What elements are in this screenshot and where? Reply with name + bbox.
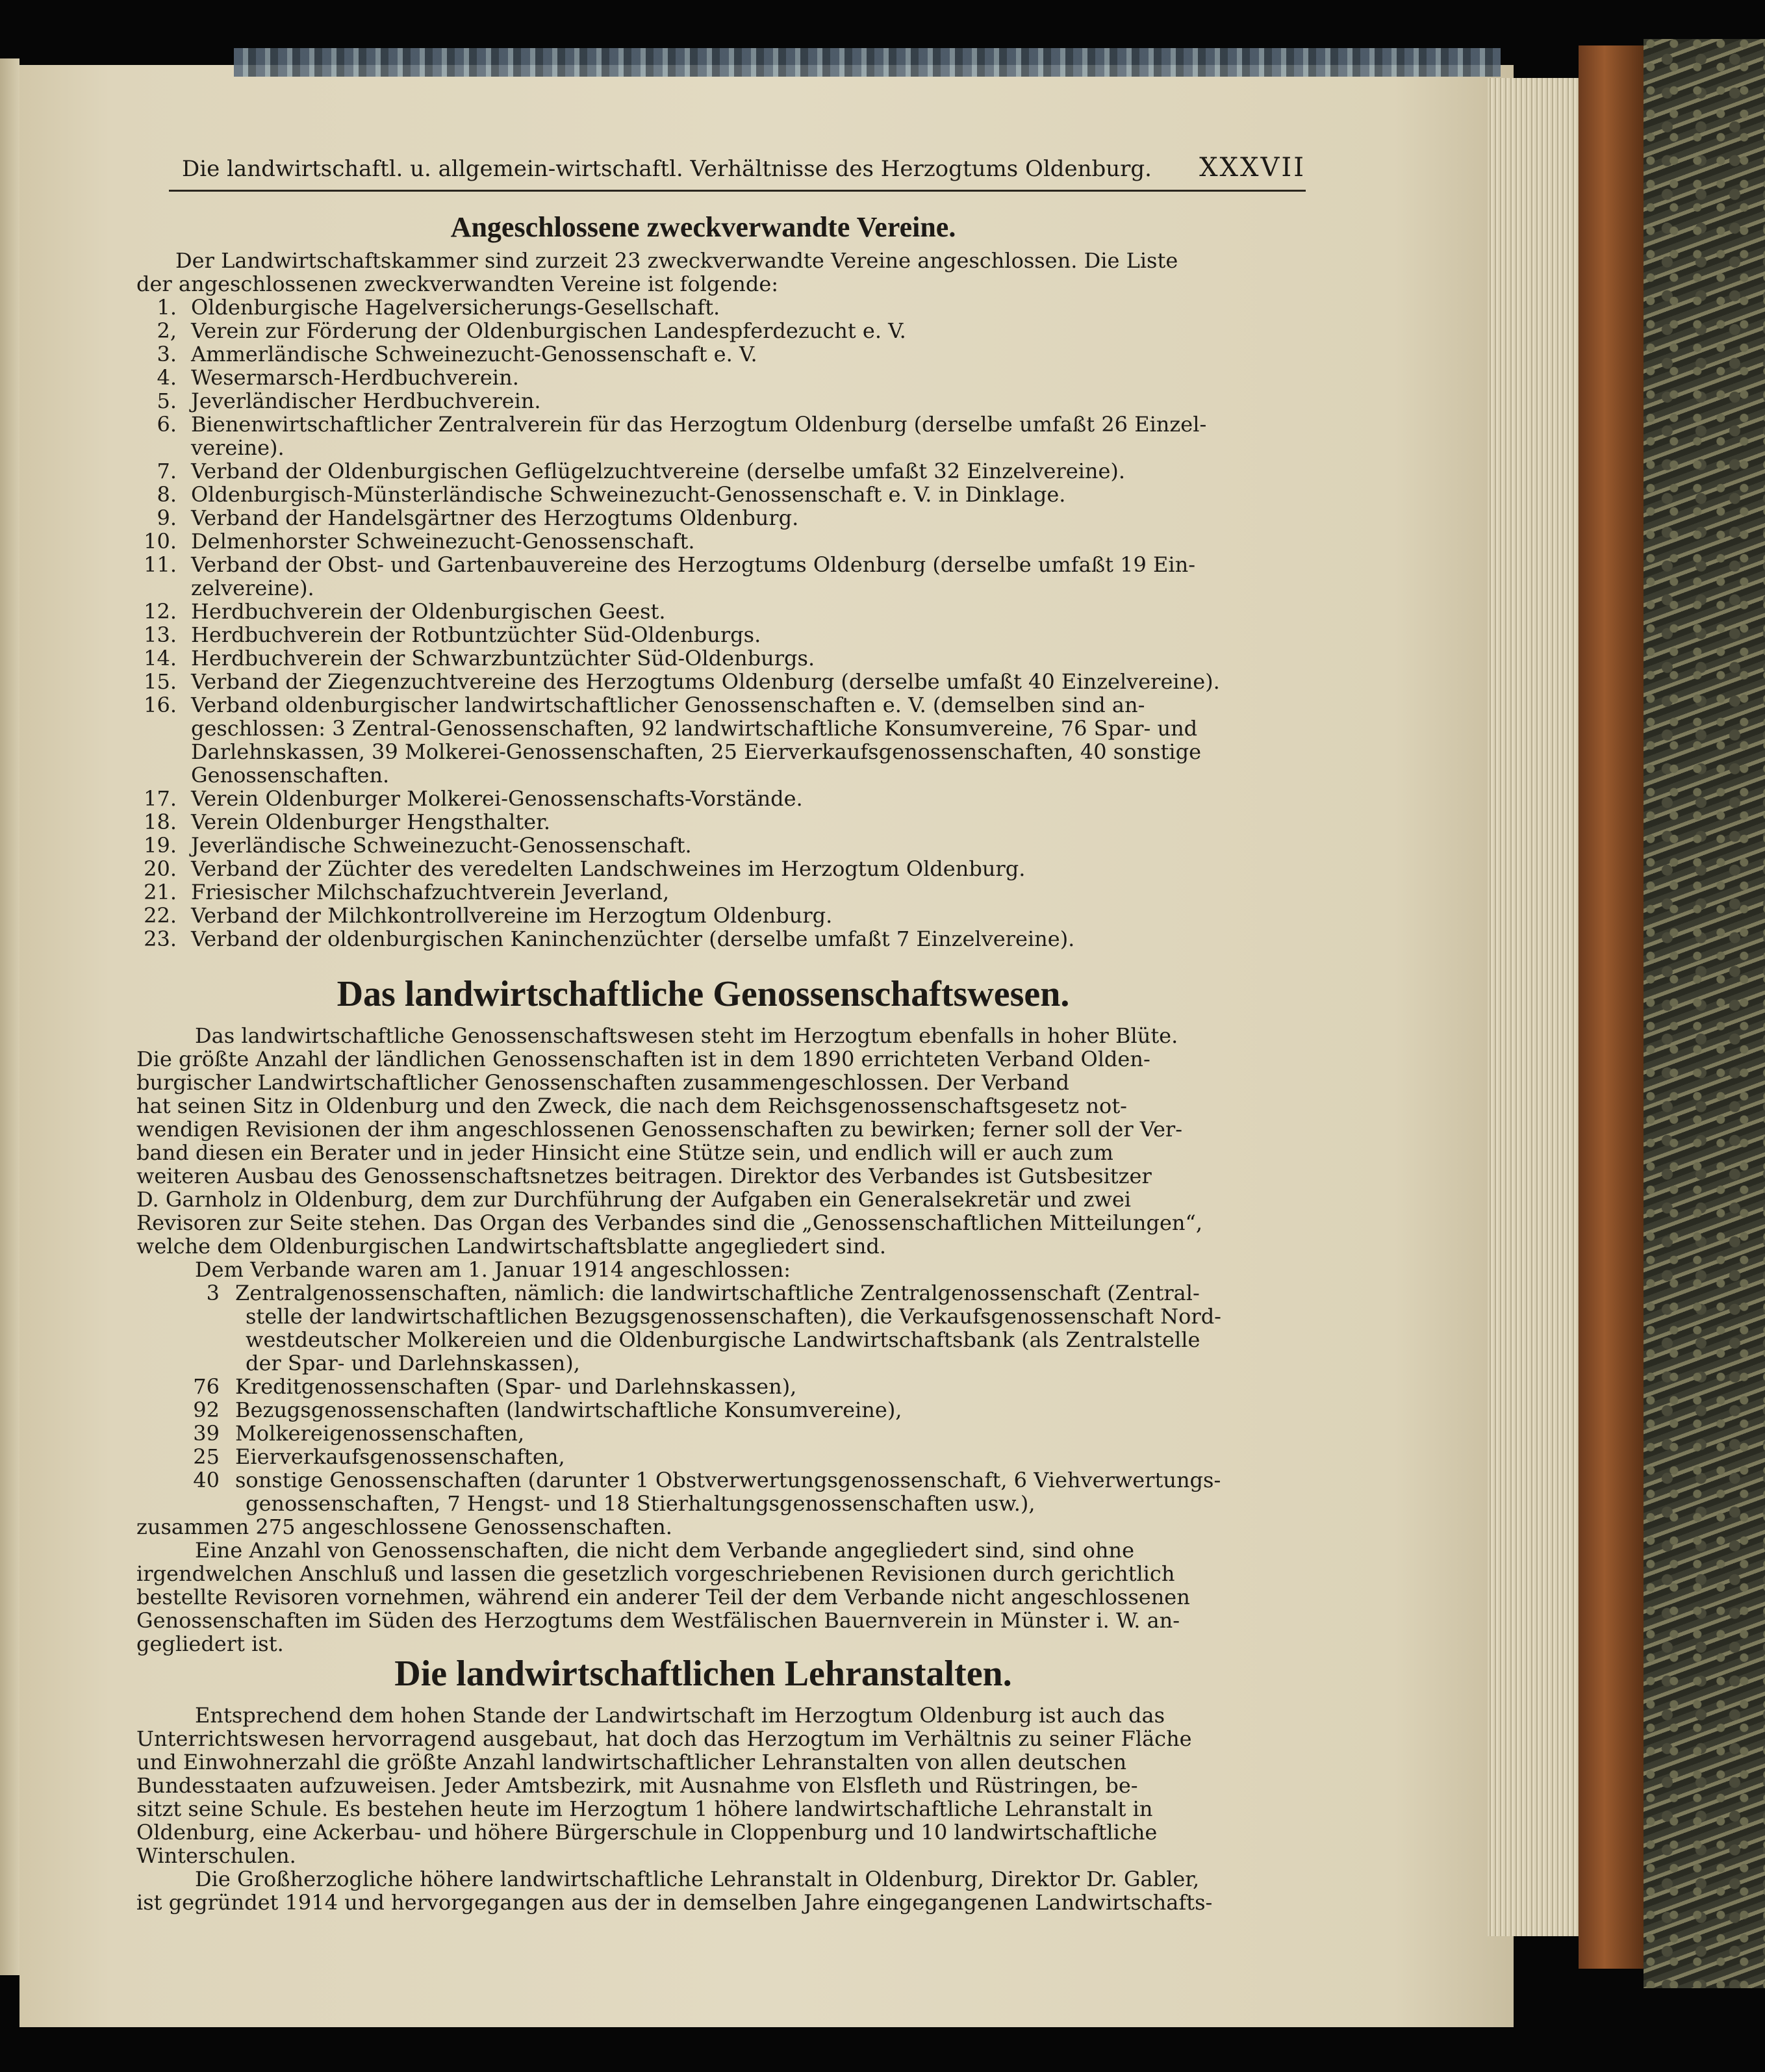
text-line: und Einwohnerzahl die größte Anzahl landwirtschaftlicher Lehranstalten von allen deutschen bbox=[136, 1750, 1127, 1774]
text-line: wendigen Revisionen der ihm angeschlossenen Genossenschaften zu bewirken; ferner soll der Ver- bbox=[136, 1117, 1182, 1142]
list-item: 16. Verband oldenburgischer landwirtschaftlicher Genossenschaften e. V. (demselben sind an- bbox=[144, 693, 1145, 717]
text-line: Die Großherzogliche höhere landwirtschaftliche Lehranstalt in Oldenburg, Direktor Dr. Gabler, bbox=[195, 1867, 1200, 1891]
list-item: 15. Verband der Ziegenzuchtvereine des Herzogtums Oldenburg (derselbe umfaßt 40 Einzelvereine). bbox=[144, 669, 1220, 694]
count-item: 76 Kreditgenossenschaften (Spar- und Darlehnskassen), bbox=[193, 1374, 797, 1399]
text-line: sitzt seine Schule. Es bestehen heute im Herzogtum 1 höhere landwirtschaftliche Lehranstalt in bbox=[136, 1797, 1153, 1821]
text-line: D. Garnholz in Oldenburg, dem zur Durchführung der Aufgaben ein Generalsekretär und zwei bbox=[136, 1187, 1131, 1212]
text-line: Bundesstaaten aufzuweisen. Jeder Amtsbezirk, mit Ausnahme von Elsfleth und Rüstringen, be- bbox=[136, 1773, 1138, 1798]
running-title: Die landwirtschaftl. u. allgemein-wirtschaftl. Verhältnisse des Herzogtums Oldenburg. bbox=[182, 156, 1152, 182]
list-item: 2, Verein zur Förderung der Oldenburgischen Landespferdezucht e. V. bbox=[157, 318, 906, 343]
heading-lehranstalten: Die landwirtschaftlichen Lehranstalten. bbox=[394, 1654, 1012, 1694]
count-item-continuation: der Spar- und Darlehnskassen), bbox=[246, 1351, 580, 1375]
list-item: 3. Ammerländische Schweinezucht-Genossenschaft e. V. bbox=[157, 342, 757, 366]
count-item: 39 Molkereigenossenschaften, bbox=[193, 1421, 525, 1446]
text-line: Revisoren zur Seite stehen. Das Organ des Verbandes sind die „Genossenschaftlichen Mitteilungen“, bbox=[136, 1210, 1203, 1235]
count-item: 92 Bezugsgenossenschaften (landwirtschaftliche Konsumvereine), bbox=[193, 1398, 902, 1422]
text-line: Oldenburg, eine Ackerbau- und höhere Bürgerschule in Cloppenburg und 10 landwirtschaftliche bbox=[136, 1820, 1158, 1845]
text-line: ist gegründet 1914 und hervorgegangen aus der in demselben Jahre eingegangenen Landwirtschafts- bbox=[136, 1890, 1213, 1915]
list-item: 8. Oldenburgisch-Münsterländische Schweinezucht-Genossenschaft e. V. in Dinklage. bbox=[157, 482, 1066, 507]
total-line: zusammen 275 angeschlossene Genossenschaften. bbox=[136, 1515, 672, 1539]
count-item: 25 Eierverkaufsgenossenschaften, bbox=[193, 1444, 565, 1469]
list-item: 14. Herdbuchverein der Schwarzbuntzüchter Süd-Oldenburgs. bbox=[144, 646, 815, 671]
list-item: 17. Verein Oldenburger Molkerei-Genossenschafts-Vorstände. bbox=[144, 786, 803, 811]
count-item: 3 Zentralgenossenschaften, nämlich: die landwirtschaftliche Zentralgenossenschaft (Zentral- bbox=[206, 1281, 1200, 1305]
list-item: 4. Wesermarsch-Herdbuchverein. bbox=[157, 365, 519, 390]
list-item: 22. Verband der Milchkontrollvereine im Herzogtum Oldenburg. bbox=[144, 903, 833, 928]
list-item: 18. Verein Oldenburger Hengsthalter. bbox=[144, 810, 551, 834]
list-item: 11. Verband der Obst- und Gartenbauvereine des Herzogtums Oldenburg (derselbe umfaßt 19 Ein- bbox=[144, 552, 1195, 577]
text-line: Der Landwirtschaftskammer sind zurzeit 23 zweckverwandte Vereine angeschlossen. Die Liste bbox=[175, 248, 1178, 273]
running-header bbox=[182, 153, 1306, 185]
text-line: Unterrichtswesen hervorragend ausgebaut, hat doch das Herzogtum im Verhältnis zu seiner Fläche bbox=[136, 1726, 1192, 1751]
text-line: band diesen ein Berater und in jeder Hinsicht eine Stütze sein, und endlich will er auch zum bbox=[136, 1140, 1113, 1165]
list-item: 13. Herdbuchverein der Rotbuntzüchter Süd-Oldenburgs. bbox=[144, 622, 761, 647]
text-line: Winterschulen. bbox=[136, 1843, 296, 1868]
count-item-continuation: genossenschaften, 7 Hengst- und 18 Stierhaltungsgenossenschaften usw.), bbox=[246, 1491, 1035, 1516]
count-item: 40 sonstige Genossenschaften (darunter 1 Obstverwertungsgenossenschaft, 6 Viehverwertungs- bbox=[193, 1468, 1221, 1492]
list-item: 20. Verband der Züchter des veredelten Landschweines im Herzogtum Oldenburg. bbox=[144, 856, 1026, 881]
heading-genossenschaftswesen: Das landwirtschaftliche Genossenschaftswesen. bbox=[336, 974, 1070, 1014]
list-item: 21. Friesischer Milchschafzuchtverein Jeverland, bbox=[144, 880, 670, 904]
page-number: XXXVII bbox=[1199, 153, 1306, 183]
leather-cover-edge bbox=[1579, 45, 1644, 1969]
text-line: Die größte Anzahl der ländlichen Genossenschaften ist in dem 1890 errichteten Verband Olden- bbox=[136, 1047, 1150, 1071]
list-item: 1. Oldenburgische Hagelversicherungs-Gesellschaft. bbox=[157, 295, 720, 320]
text-line: Das landwirtschaftliche Genossenschaftswesen steht im Herzogtum ebenfalls in hoher Blüte. bbox=[195, 1023, 1178, 1048]
text-line: bestellte Revisoren vornehmen, während ein anderer Teil der dem Verbande nicht angeschlossenen bbox=[136, 1585, 1190, 1609]
heading-vereine: Angeschlossene zweckverwandte Vereine. bbox=[450, 211, 956, 243]
list-item: 5. Jeverländischer Herdbuchverein. bbox=[157, 389, 541, 413]
text-line: Genossenschaften im Süden des Herzogtums dem Westfälischen Bauernverein in Münster i. W. an- bbox=[136, 1608, 1180, 1633]
list-item-continuation: zelvereine). bbox=[191, 576, 314, 600]
list-item: 23. Verband der oldenburgischen Kaninchenzüchter (derselbe umfaßt 7 Einzelvereine). bbox=[144, 927, 1075, 951]
text-line: burgischer Landwirtschaftlicher Genossenschaften zusammengeschlossen. Der Verband bbox=[136, 1070, 1069, 1095]
text-line: Dem Verbande waren am 1. Januar 1914 angeschlossen: bbox=[195, 1257, 791, 1282]
list-item-continuation: Darlehnskassen, 39 Molkerei-Genossenschaften, 25 Eierverkaufsgenossenschaften, 40 sonstige bbox=[191, 739, 1202, 764]
list-item: 9. Verband der Handelsgärtner des Herzogtums Oldenburg. bbox=[157, 505, 799, 530]
text-line: gegliedert ist. bbox=[136, 1631, 284, 1656]
text-line: irgendwelchen Anschluß und lassen die gesetzlich vorgeschriebenen Revisionen durch gerichtlich bbox=[136, 1561, 1175, 1586]
count-item-continuation: westdeutscher Molkereien und die Oldenburgische Landwirtschaftsbank (als Zentralstelle bbox=[246, 1327, 1200, 1352]
text-line: Eine Anzahl von Genossenschaften, die nicht dem Verbande angegliedert sind, sind ohne bbox=[195, 1538, 1135, 1563]
list-item: 7. Verband der Oldenburgischen Geflügelzuchtvereine (derselbe umfaßt 32 Einzelvereine). bbox=[157, 459, 1126, 483]
list-item-continuation: vereine). bbox=[191, 435, 285, 460]
text-line: weiteren Ausbau des Genossenschaftsnetzes beitragen. Direktor des Verbandes ist Gutsbesitzer bbox=[136, 1164, 1152, 1188]
text-line: welche dem Oldenburgischen Landwirtschaftsblatte angegliedert sind. bbox=[136, 1234, 887, 1259]
text-line: der angeschlossenen zweckverwandten Vereine ist folgende: bbox=[136, 272, 779, 296]
text-line: hat seinen Sitz in Oldenburg und den Zweck, die nach dem Reichsgenossenschaftsgesetz not- bbox=[136, 1094, 1127, 1118]
book-top-edge bbox=[234, 48, 1501, 77]
list-item: 10. Delmenhorster Schweinezucht-Genossenschaft. bbox=[144, 529, 695, 554]
list-item: 12. Herdbuchverein der Oldenburgischen Geest. bbox=[144, 599, 666, 624]
facing-page-edge bbox=[0, 58, 19, 1975]
text-line: Entsprechend dem hohen Stande der Landwirtschaft im Herzogtum Oldenburg ist auch das bbox=[195, 1703, 1165, 1728]
list-item-continuation: Genossenschaften. bbox=[191, 763, 390, 787]
list-item: 19. Jeverländische Schweinezucht-Genossenschaft. bbox=[144, 833, 692, 858]
header-rule bbox=[169, 190, 1306, 192]
list-item: 6. Bienenwirtschaftlicher Zentralverein für das Herzogtum Oldenburg (derselbe umfaßt 26 Einzel- bbox=[157, 412, 1207, 437]
page-block-edges bbox=[1488, 78, 1579, 1936]
marbled-cover-board bbox=[1644, 39, 1765, 1988]
list-item-continuation: geschlossen: 3 Zentral-Genossenschaften, 92 landwirtschaftliche Konsumvereine, 76 Spar- und bbox=[191, 716, 1198, 741]
count-item-continuation: stelle der landwirtschaftlichen Bezugsgenossenschaften), die Verkaufsgenossenschaft Nord- bbox=[246, 1304, 1221, 1329]
